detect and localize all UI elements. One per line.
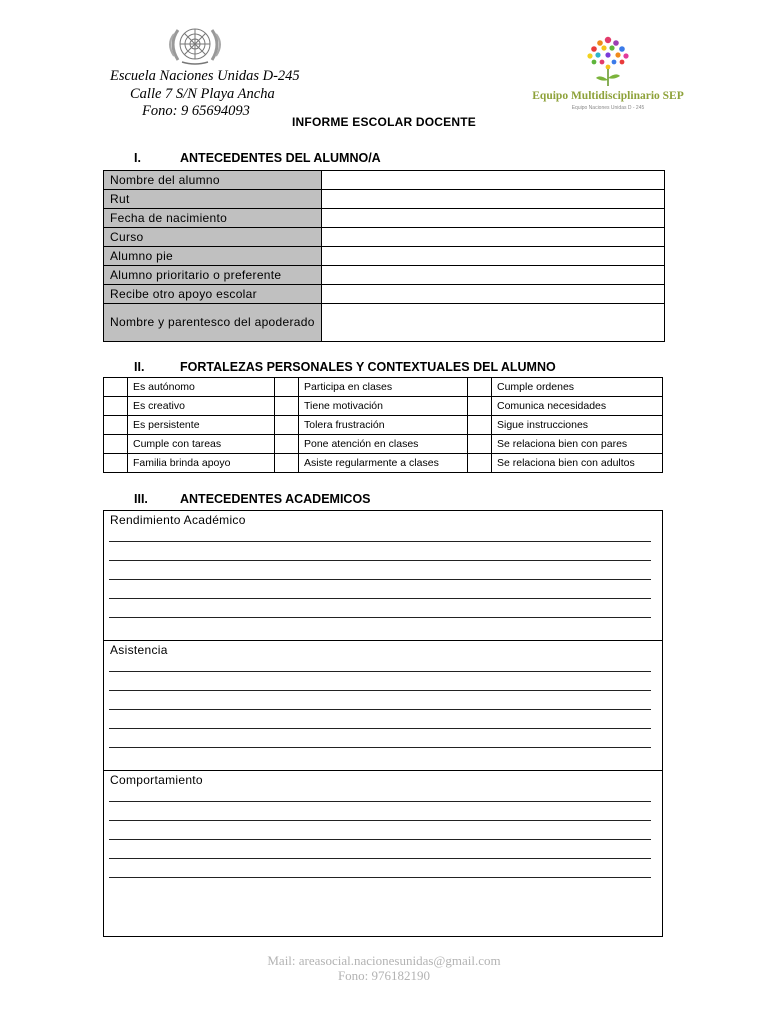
field-value-cell[interactable] <box>322 209 665 228</box>
table-row <box>104 266 665 285</box>
field-label: Alumno pie <box>104 247 322 266</box>
strength-label: Cumple ordenes <box>492 378 663 397</box>
field-value-cell[interactable] <box>322 228 665 247</box>
field-value-cell[interactable] <box>322 171 665 190</box>
school-address: Calle 7 S/N Playa Ancha <box>130 85 275 102</box>
strength-label: Sigue instrucciones <box>492 416 663 435</box>
writing-line <box>109 690 651 691</box>
checkbox-cell[interactable] <box>275 378 299 397</box>
field-value-cell[interactable] <box>322 304 665 342</box>
document-title: INFORME ESCOLAR DOCENTE <box>292 115 476 129</box>
field-value-cell[interactable] <box>322 190 665 209</box>
writing-line <box>109 820 651 821</box>
strength-label: Asiste regularmente a clases <box>299 454 468 473</box>
writing-line <box>109 747 651 748</box>
table-row <box>104 228 665 247</box>
table-row <box>104 190 665 209</box>
strength-label: Es creativo <box>128 397 275 416</box>
box-title: Comportamiento <box>110 773 203 787</box>
section-number: I. <box>134 151 141 165</box>
table-row <box>104 435 663 454</box>
writing-line <box>109 709 651 710</box>
page-footer <box>0 953 768 983</box>
strength-label: Participa en clases <box>299 378 468 397</box>
writing-line <box>109 579 651 580</box>
flower-icon <box>576 34 640 88</box>
checkbox-cell[interactable] <box>468 397 492 416</box>
section-heading-1 <box>134 151 381 165</box>
footer-mail: Mail: areasocial.nacionesunidas@gmail.com <box>267 953 501 968</box>
section-heading-3 <box>134 492 371 506</box>
field-value-cell[interactable] <box>322 247 665 266</box>
strength-label: Comunica necesidades <box>492 397 663 416</box>
strength-label: Pone atención en clases <box>299 435 468 454</box>
writing-line <box>109 858 651 859</box>
writing-line <box>109 839 651 840</box>
strength-label: Se relaciona bien con pares <box>492 435 663 454</box>
section-number: II. <box>134 360 145 374</box>
table-row <box>104 247 665 266</box>
strength-label: Es persistente <box>128 416 275 435</box>
attendance-box[interactable] <box>103 640 663 771</box>
checkbox-cell[interactable] <box>104 454 128 473</box>
checkbox-cell[interactable] <box>104 435 128 454</box>
box-title: Rendimiento Académico <box>110 513 246 527</box>
writing-line <box>109 617 651 618</box>
un-emblem-logo <box>160 22 230 68</box>
section-title: ANTECEDENTES ACADEMICOS <box>180 492 371 506</box>
table-row <box>104 397 663 416</box>
field-value-cell[interactable] <box>322 266 665 285</box>
writing-line <box>109 541 651 542</box>
team-name: Equipo Multidisciplinario SEP <box>532 90 684 102</box>
checkbox-cell[interactable] <box>104 397 128 416</box>
field-label: Rut <box>104 190 322 209</box>
checkbox-cell[interactable] <box>275 454 299 473</box>
school-phone: Fono: 9 65694093 <box>142 103 250 119</box>
strengths-table <box>103 377 663 473</box>
checkbox-cell[interactable] <box>468 435 492 454</box>
strength-label: Se relaciona bien con adultos <box>492 454 663 473</box>
team-subtext: Equipo Naciones Unidas D - 245 <box>571 105 645 111</box>
footer-phone: Fono: 976182190 <box>337 968 431 983</box>
team-logo <box>528 34 688 116</box>
field-label: Nombre y parentesco del apoderado <box>104 304 322 342</box>
strength-label: Familia brinda apoyo <box>128 454 275 473</box>
table-row <box>104 285 665 304</box>
field-label: Curso <box>104 228 322 247</box>
field-label: Fecha de nacimiento <box>104 209 322 228</box>
academic-performance-box[interactable] <box>103 510 663 641</box>
table-row <box>104 171 665 190</box>
box-title: Asistencia <box>110 643 168 657</box>
table-row <box>104 378 663 397</box>
table-row <box>104 454 663 473</box>
checkbox-cell[interactable] <box>468 454 492 473</box>
strength-label: Cumple con tareas <box>128 435 275 454</box>
table-row <box>104 304 665 342</box>
behavior-box[interactable] <box>103 770 663 937</box>
student-info-table <box>103 170 665 342</box>
writing-line <box>109 560 651 561</box>
field-label: Nombre del alumno <box>104 171 322 190</box>
field-label: Recibe otro apoyo escolar <box>104 285 322 304</box>
checkbox-cell[interactable] <box>275 397 299 416</box>
checkbox-cell[interactable] <box>275 435 299 454</box>
writing-line <box>109 877 651 878</box>
checkbox-cell[interactable] <box>468 378 492 397</box>
section-number: III. <box>134 492 148 506</box>
strength-label: Tolera frustración <box>299 416 468 435</box>
section-title: ANTECEDENTES DEL ALUMNO/A <box>180 151 381 165</box>
field-value-cell[interactable] <box>322 285 665 304</box>
school-info <box>110 68 300 121</box>
checkbox-cell[interactable] <box>104 416 128 435</box>
table-row <box>104 416 663 435</box>
school-name: Escuela Naciones Unidas D-245 <box>110 68 300 84</box>
section-heading-2 <box>134 360 556 374</box>
strength-label: Es autónomo <box>128 378 275 397</box>
field-label: Alumno prioritario o preferente <box>104 266 322 285</box>
strength-label: Tiene motivación <box>299 397 468 416</box>
section-title: FORTALEZAS PERSONALES Y CONTEXTUALES DEL ALUMNO <box>180 360 556 374</box>
checkbox-cell[interactable] <box>275 416 299 435</box>
writing-line <box>109 801 651 802</box>
writing-line <box>109 728 651 729</box>
checkbox-cell[interactable] <box>468 416 492 435</box>
table-row <box>104 209 665 228</box>
writing-line <box>109 671 651 672</box>
checkbox-cell[interactable] <box>104 378 128 397</box>
writing-line <box>109 598 651 599</box>
